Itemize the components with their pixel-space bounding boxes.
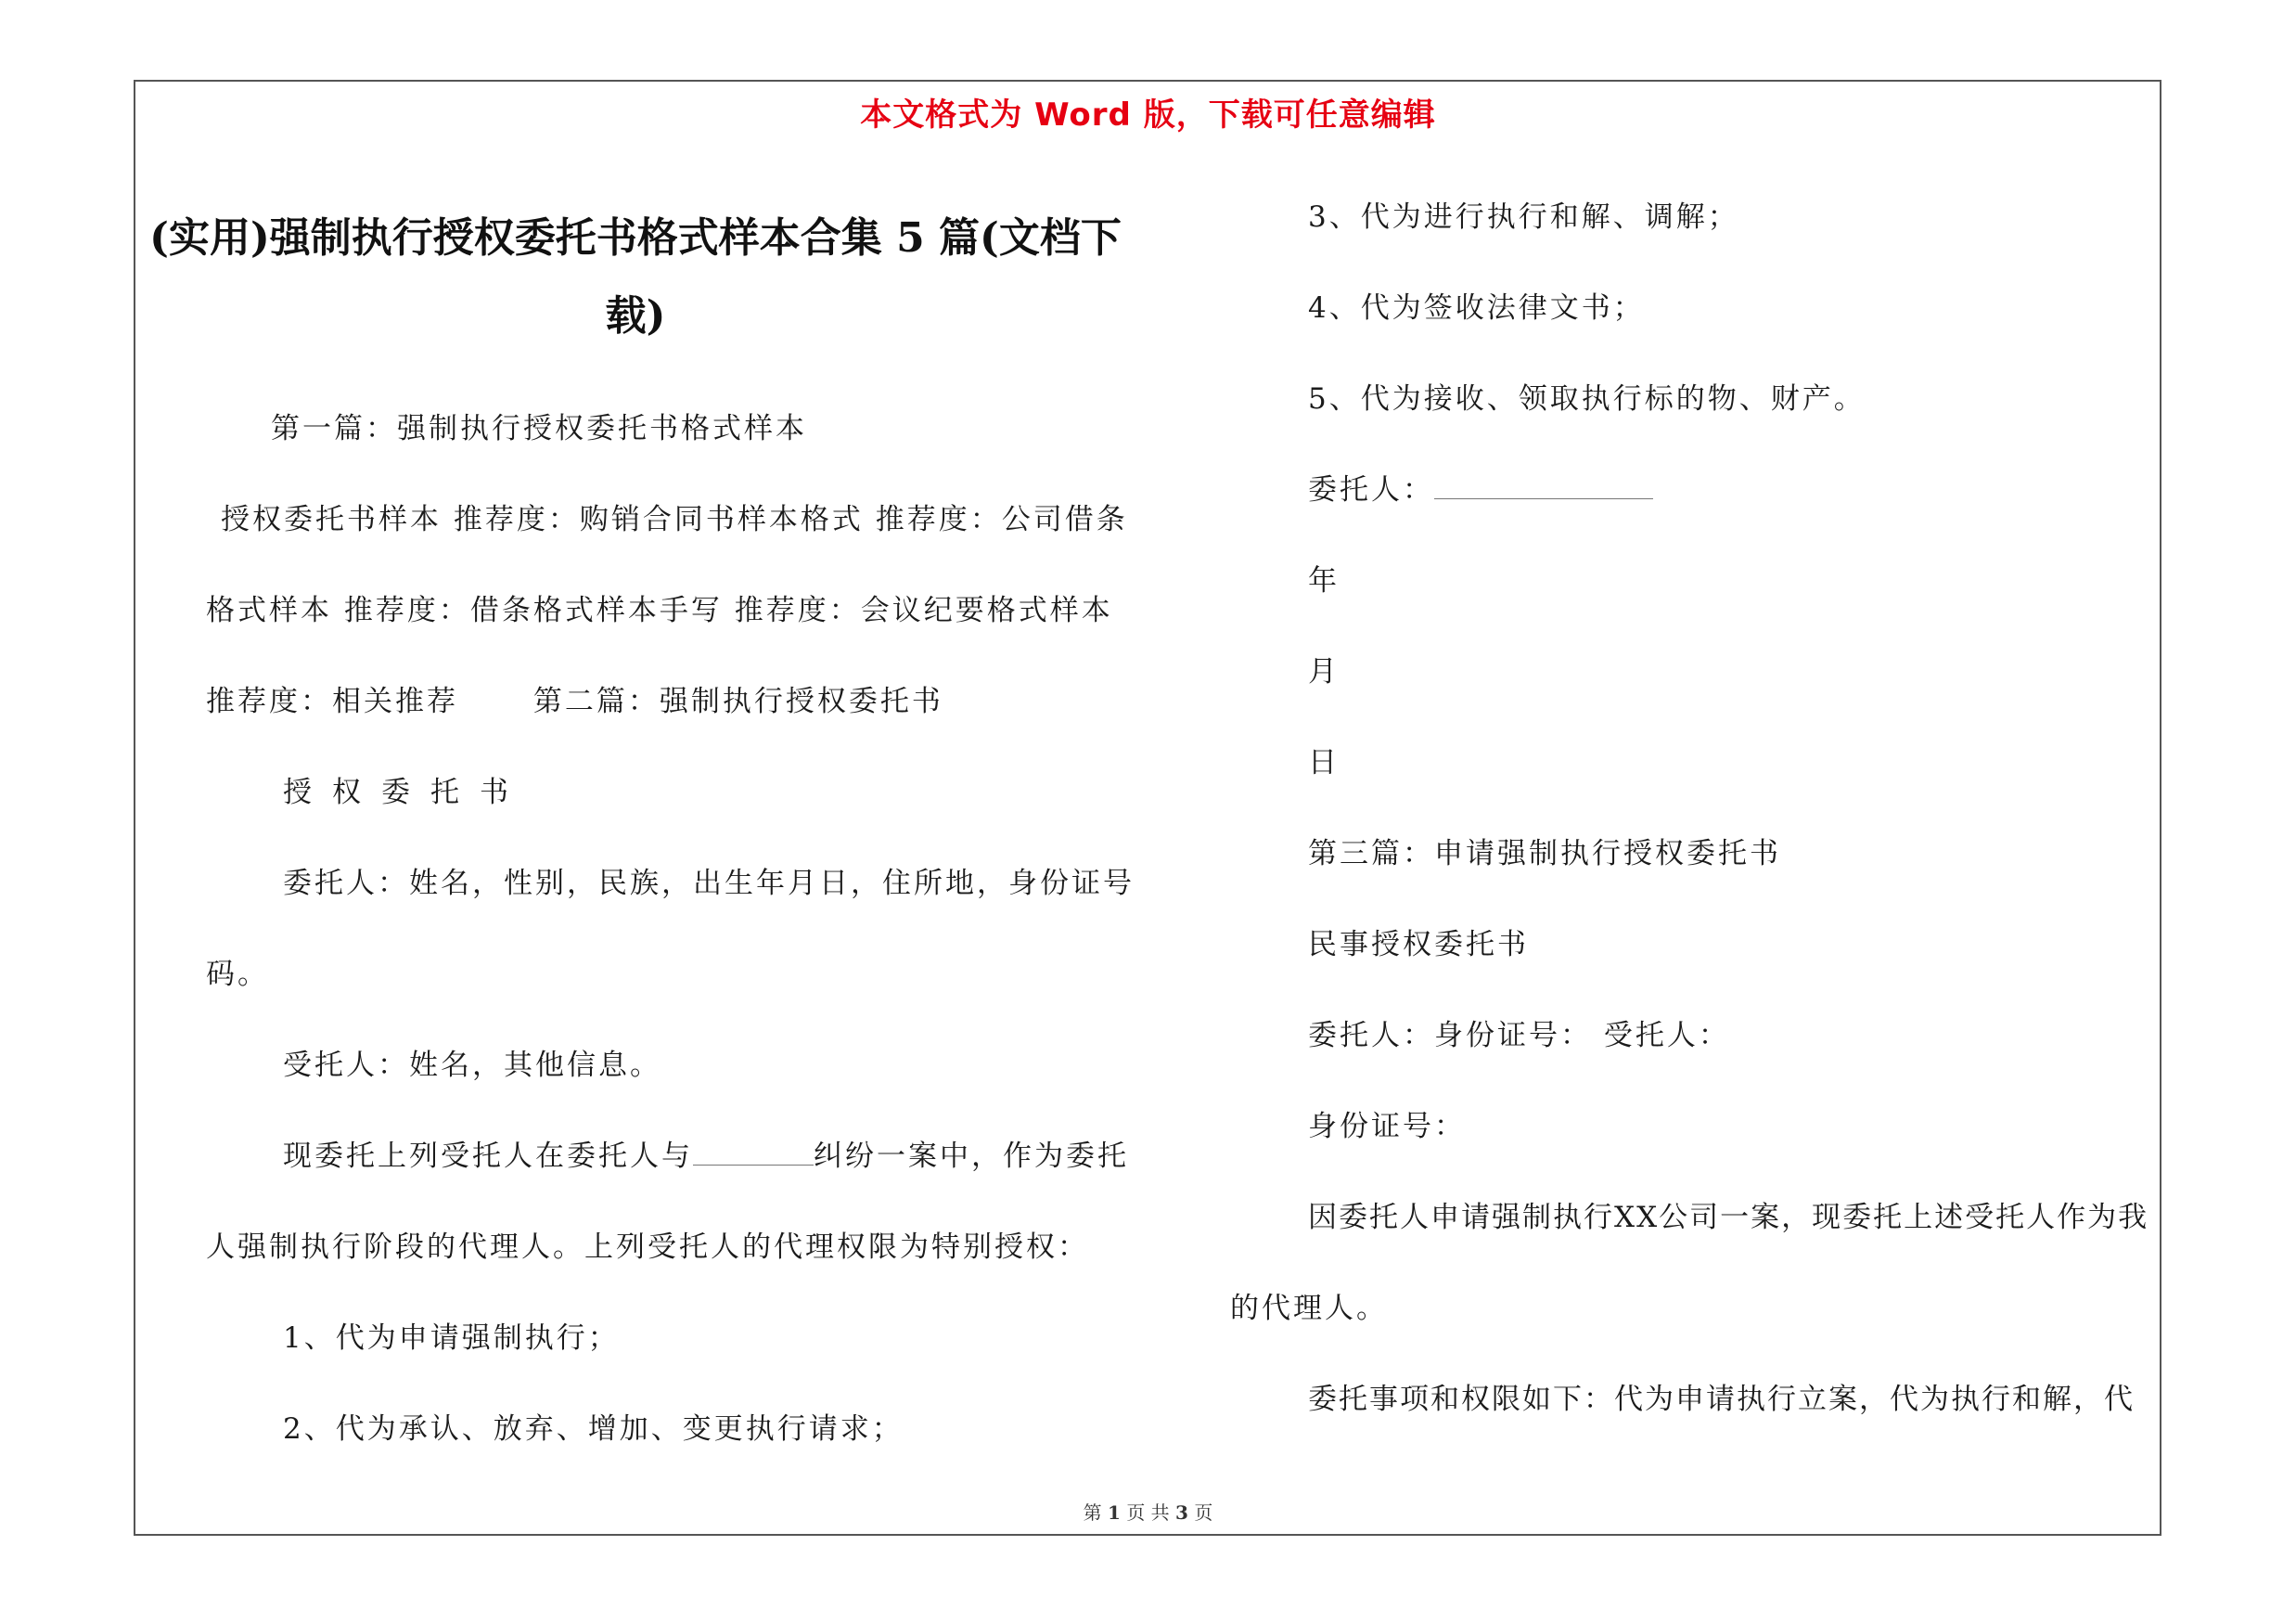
signature-blank (1434, 474, 1653, 499)
footer-total-pages: 3 (1175, 1501, 1188, 1524)
footer-prefix: 第 (1083, 1501, 1102, 1524)
document-title: (实用)强制执行授权委托书格式样本合集 5 篇(文档下载) (149, 214, 1122, 340)
power-item-3: 3、代为进行执行和解、调解； (1308, 200, 1739, 234)
format-banner: 本文格式为 Word 版，下载可任意编辑 (860, 97, 1436, 134)
principal-signature-label: 委托人： (1308, 473, 1434, 507)
principal-line: 委托人：姓名，性别，民族，出生年月日，住所地，身份证号 (283, 867, 1135, 900)
section-heading-3: 第三篇：申请强制执行授权委托书 (1308, 837, 1781, 870)
date-year-label: 年 (1308, 564, 1340, 598)
commission-line (283, 1132, 1129, 1174)
agent-line: 受托人：姓名，其他信息。 (283, 1049, 661, 1082)
power-item-1: 1、代为申请强制执行； (283, 1321, 620, 1355)
commission-text-b: 纠纷一案中，作为委托 (814, 1140, 1129, 1173)
footer-middle: 页 共 (1126, 1501, 1170, 1524)
scope-line: 委托事项和权限如下：代为申请执行立案，代为执行和解，代 (1308, 1383, 2135, 1416)
page-footer (0, 1498, 2296, 1525)
recommend-line-3: 推荐度：相关推荐 第二篇：强制执行授权委托书 (206, 685, 943, 718)
commission-line-cont: 人强制执行阶段的代理人。上列受托人的代理权限为特别授权： (206, 1230, 1089, 1264)
principal-id-line: 委托人：身份证号： 受托人： (1308, 1019, 1730, 1052)
doc-heading-authorization: 授权委托书 (283, 776, 529, 809)
footer-suffix: 页 (1194, 1501, 1213, 1524)
civil-authorization-heading: 民事授权委托书 (1308, 928, 1529, 961)
dispute-blank (693, 1140, 814, 1166)
section-heading-1: 第一篇：强制执行授权委托书格式样本 (271, 412, 807, 445)
principal-line-cont: 码。 (206, 958, 269, 991)
footer-page-number: 1 (1108, 1501, 1121, 1524)
power-item-5: 5、代为接收、领取执行标的物、财产。 (1308, 382, 1866, 416)
date-day-label: 日 (1308, 746, 1340, 779)
recommend-line-1: 授权委托书样本 推荐度：购销合同书样本格式 推荐度：公司借条 (221, 503, 1128, 536)
commission-text-a: 现委托上列受托人在委托人与 (283, 1140, 693, 1173)
power-item-4: 4、代为签收法律文书； (1308, 291, 1645, 325)
principal-signature-line (1308, 466, 1653, 508)
case-statement-line: 因委托人申请强制执行XX公司一案，现委托上述受托人作为我 (1308, 1201, 2149, 1234)
power-item-2: 2、代为承认、放弃、增加、变更执行请求； (283, 1412, 904, 1446)
agent-id-line: 身份证号： (1308, 1110, 1466, 1143)
date-month-label: 月 (1308, 655, 1340, 689)
case-statement-cont: 的代理人。 (1230, 1292, 1388, 1325)
recommend-line-2: 格式样本 推荐度：借条格式样本手写 推荐度：会议纪要格式样本 (206, 594, 1113, 627)
